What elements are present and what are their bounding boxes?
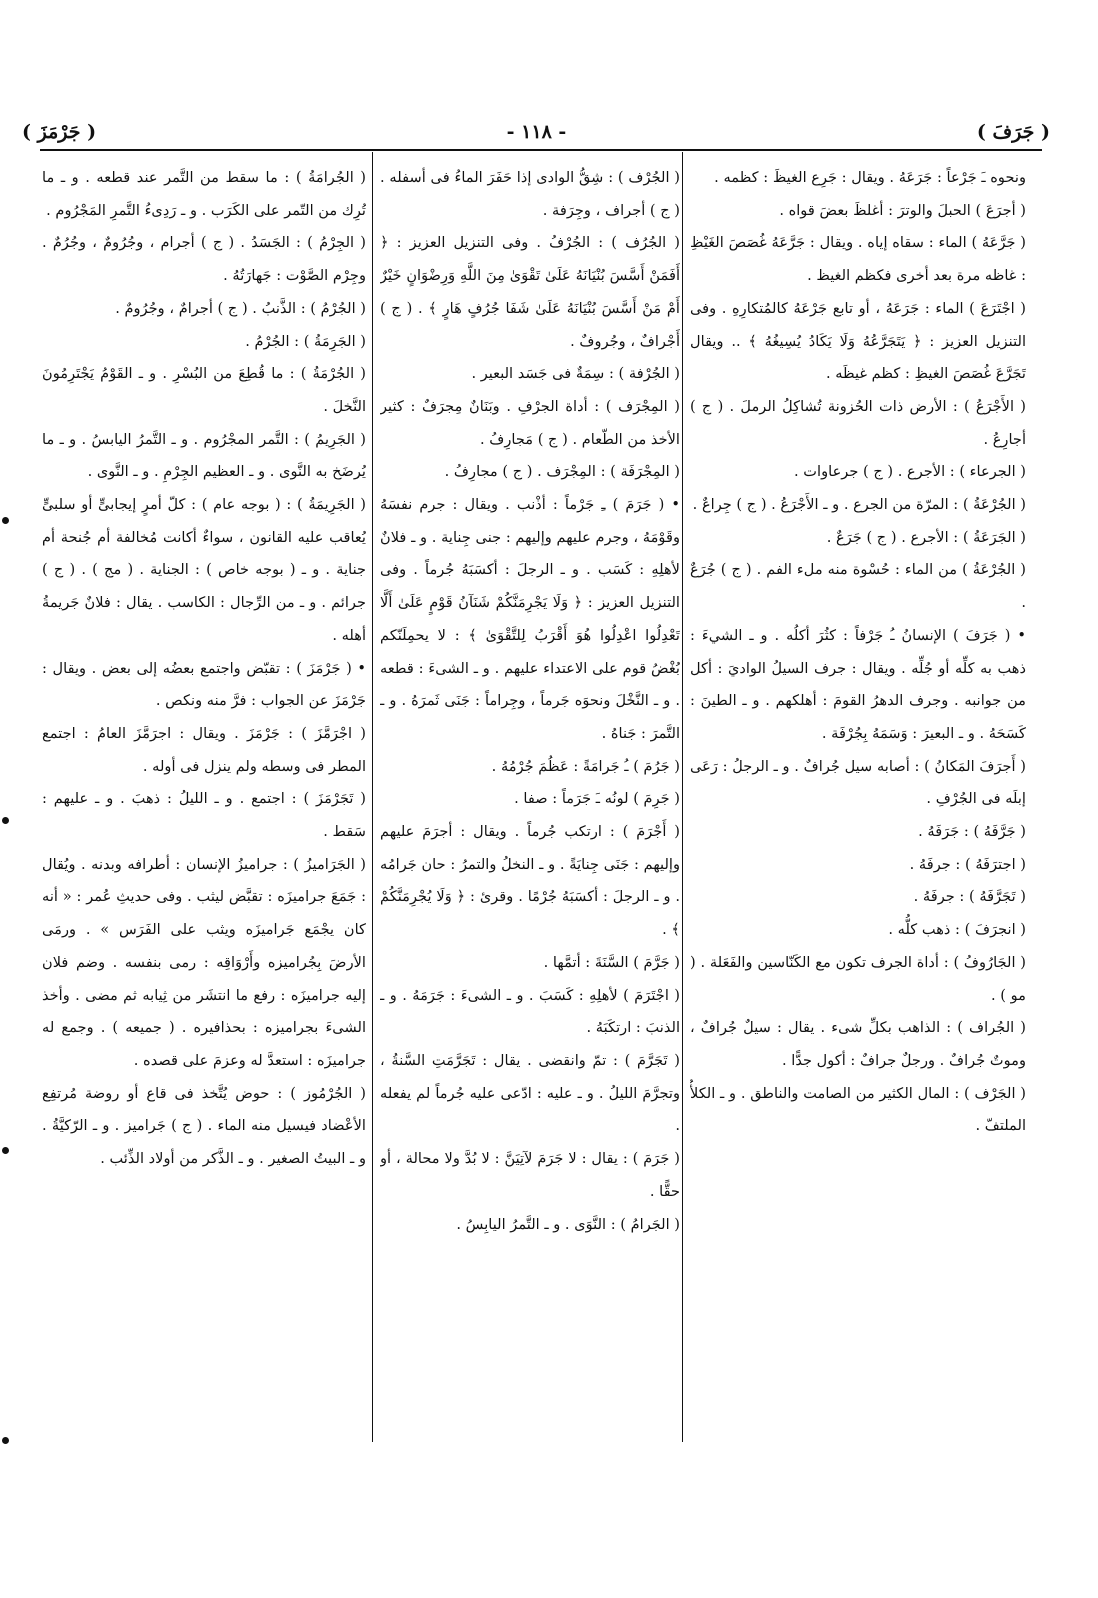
column-right	[690, 162, 1026, 1452]
dictionary-entry: ( أَجْرَمَ ) : ارتكب جُرماً . ويقال : أجرَمَ عليهم وإليهم : جَنَى جِنايَةً . و ـ النخلُ والتمرُ : حان جَرامُه . و ـ الرجلَ : أكسَبَهُ جُرْمًا . وقرئ : ﴿ وَلَا يُجْرِمَنَّكُمْ ﴾ .	[380, 823, 680, 939]
dictionary-entry: ( اجْتَرَمَ ) لأهلِهِ : كَسَبَ . و ـ الشىءَ : جَرَمَهُ . و ـ الذنبَ : ارتكَبَهُ .	[380, 986, 680, 1037]
column-middle	[380, 162, 680, 1452]
dictionary-entry: ( الجُرُف ) : الجُرْفُ . وفى التنزيل العزيز : ﴿ أَفَمَنْ أَسَّسَ بُنْيَانَهُ عَلَىٰ تَقْوَىٰ مِنَ اللَّهِ وَرِضْوَانٍ خَيْرٌ أَمْ مَنْ أَسَّسَ بُنْيَانَهُ عَلَىٰ شَفَا جُرُفٍ هَارٍ ﴾ . ( ج ) أَجْرافٌ ، وجُروفٌ .	[380, 234, 680, 350]
dictionary-entry: ( الجُرْعَةُ ) من الماء : حُسْوة منه ملء الفم . ( ج ) جُرَعٌ .	[690, 561, 1026, 612]
column-divider	[682, 152, 683, 1442]
dictionary-entry: ( جَرَّمَ ) السَّنَةَ : أتمَّها .	[543, 953, 680, 971]
dictionary-entry: ( الجُرْف ) : شِقُّ الوادى إذا حَفَرَ الماءُ فى أسفله . ( ج ) أجراف ، وجِرَفة .	[380, 169, 680, 219]
dictionary-entry: ( الجُرامَةُ ) : ما سقط من التَّمر عند قطعه . و ـ ما تُرِك من التّمر على الكَرَب . و ـ رَدِىءُ التَّمرِ المَجْرُوم .	[42, 169, 366, 219]
dictionary-entry: ( انجرَفَ ) : ذهب كلُّه .	[888, 921, 1026, 939]
dictionary-entry: ( أجرَعَ ) الحبلَ والوترَ : أغلظَ بعضَ قواه .	[779, 201, 1026, 219]
dictionary-entry: ( المِجْرَف ) : أداة الجرْفِ . وبَنَانٌ مِجرَفٌ : كثير الأخذ من الطّعام . ( ج ) مَجارِفُ .	[380, 397, 680, 448]
dictionary-entry: ( اجْرَمَّزَ ) : جَرْمَزَ . ويقال : اجرَمَّزَ العامُ : اجتمع المطر فى وسطه ولم ينزل فى أوله .	[42, 724, 366, 775]
dictionary-entry: • ( جَرَمَ ) ـِ جَرْماً : أذْنب . ويقال : جرم نفسَهُ وقَوْمَهُ ، وجرم عليهم وإليهم : جنى جِناية . و ـ فلانٌ لأهلِهِ : كَسَب . و ـ الرجلَ : أكسَبَهُ جُرماً . وفى التنزيل العزيز : ﴿ وَلَا يَجْرِمَنَّكُمْ شَنَآنُ قَوْمٍ عَلَىٰ أَلَّا تَعْدِلُوا اعْدِلُوا هُوَ أَقْرَبُ لِلتَّقْوَىٰ ﴾ : لا يحمِلَنّكم بُغْضُ قوم على الاعتداء عليهم . و ـ الشىءَ : قطعه . و ـ النَّخْلَ ونحوَه جَرماً ، وجِراماً : جَنَى ثَمرَهُ . و ـ التَّمرَ : جَناهُ .	[380, 496, 680, 742]
dictionary-entry: ( الجرعاء ) : الأجرع . ( ج ) جرعاوات .	[794, 463, 1026, 481]
dictionary-entry: ( الجَرَعَةُ ) : الأجرع . ( ج ) جَرَعٌ .	[826, 528, 1026, 546]
dictionary-entry: ( جَرَّعَهُ ) الماء : سقاه إياه . ويقال : جَرَّعَهُ غُصَصَ الغَيْظِ : غاظه مرة بعد أخرى فكظم الغيظ .	[690, 234, 1026, 285]
dictionary-entry: ( جَرَمَ ) : يقال : لا جَرَمَ لآتِيَنَّ : لا بُدَّ ولا محالة ، أو حقًّا .	[380, 1150, 680, 1200]
dictionary-entry: ( الجُراف ) : الذاهب بكلِّ شىء . يقال : سيلٌ جُرافٌ ، وموتٌ جُرافٌ . ورجلٌ جرافٌ : أكول جدًّا .	[690, 1019, 1026, 1069]
dictionary-entry: ( الأَجْرَعُ ) : الأرض ذات الحُزونة تُشاكِلُ الرملَ . ( ج ) أجارِعُ .	[690, 397, 1026, 448]
page-header	[22, 112, 1050, 152]
dictionary-entry: ( أَجرَفَ المَكانُ ) : أصابه سيل جُرافٌ . و ـ الرجلُ : رَعَى إبلَه فى الجُرْفِ .	[690, 757, 1026, 808]
scan-edge-mark	[2, 817, 9, 824]
dictionary-entry: ( الجُرْفة ) : سِمَةٌ فى جَسَد البعير .	[471, 365, 680, 383]
header-rule	[40, 149, 1042, 151]
dictionary-entry: ( الجَرِيمُ ) : التَّمر المجْرُوم . و ـ التَّمرُ اليابسُ . و ـ ما يُرضَخ به النَّوى . و ـ العظيم الجِرْمِ . و ـ النَّوى .	[42, 430, 366, 481]
dictionary-entry: ( الجَرامُ ) : النَّوَى . و ـ التَّمرُ اليابِسُ .	[456, 1215, 680, 1233]
dictionary-entry: ( الجُرْمُ ) : الذَّنبُ . ( ج ) أجرامٌ ، وجُرُومٌ .	[115, 299, 366, 317]
header-left-entry: ( جَرْمَزَ )	[22, 121, 97, 143]
dictionary-entry: ( تَجَرَّفَهُ ) : جرفَهُ .	[913, 888, 1026, 906]
dictionary-entry: • ( جَرَفَ ) الإنسانُ ـُ جَرْفاً : كثُرَ أكلُه . و ـ الشيءَ : ذهب به كلِّه أو جُلِّه . ويقال : جرف السيلُ الواديَ : أكل من جوانبه . وجرف الدهرُ القومَ : أهلكهم . و ـ الطينَ : كَسَحَهُ . و ـ البعيرَ : وَسَمَهُ بِجُرْفَة .	[690, 626, 1026, 742]
dictionary-entry: ( تَجَرَّمَ ) : تمّ وانقضى . يقال : تَجَرَّمَتِ السَّنةُ ، وتجرَّمَ الليلُ . و ـ عليه : ادّعى عليه جُرماً لم يفعله .	[380, 1051, 680, 1135]
column-divider	[372, 152, 373, 1442]
dictionary-entry: ( الجُرْمُوز ) : حوض يُتَّخذ فى قاع أو روضة مُرتفِع الأعْضاد فيسيل منه الماء . ( ج ) جَراميز . و ـ الرّكيَّةُ . و ـ البيتُ الصغير . و ـ الذَّكر من أولاد الذِّئب .	[42, 1084, 366, 1168]
scan-edge-mark	[2, 1437, 9, 1444]
dictionary-entry: ( اجْتَرَعَ ) الماء : جَرَعَهُ ، أو تابع جَرْعَهُ كالمُتكارِهِ . وفى التنزيل العزيز : ﴿ يَتَجَرَّعُهُ وَلَا يَكَادُ يُسِيغُهُ ﴾ .. ويقال تَجَرَّعَ غُصَصَ الغيظِ : كظم غيظَه .	[690, 299, 1026, 383]
dictionary-entry: ( اجترَفَهُ ) : جرفَهُ .	[909, 855, 1026, 873]
dictionary-entry: ( الجَرِيمَةُ ) : ( بوجه عام ) : كلّ أمرٍ إيجابىٍّ أو سلبىٍّ يُعاقب عليه القانون ، سواءٌ أكانت مُخالفة أم جُنحة أم جناية . و ـ ( بوجه خاص ) : الجناية . ( مج ) . ( ج ) جرائم . و ـ من الرِّجال : الكاسب . يقال : فلانٌ جَريمةُ أهله .	[42, 496, 366, 644]
dictionary-entry: ( تَجَرْمَزَ ) : اجتمع . و ـ الليلُ : ذهبَ . و ـ عليهم : سَقط .	[42, 790, 366, 841]
dictionary-entry: ( جَرَّفَهُ ) : جَرَفَهُ .	[918, 823, 1026, 841]
dictionary-entry: ( الجِرْمُ ) : الجَسَدُ . ( ج ) أجرام ، وجُرُومٌ ، وجُرُمٌ . وجِرْم الصَّوْت : جَهارَتُهُ .	[42, 234, 366, 285]
dictionary-entry: ( الجَرَاميزُ ) : جراميزُ الإنسان : أطرافه وبدنه . ويُقال : جَمَعَ جراميزَه : تقبَّض ليثب . وفى حديثِ عُمر : « أنه كان يجْمَع جَراميزَه ويثب على الفَرَس » . ورمَى الأرضَ بِجُراميزه وأَرْوَاقِه : رمى بنفسه . وضم فلان إليه جراميزَه : رفع ما انتشَر من ثِيابه ثم مضى . وأخذ الشىءَ بجراميزه : بحذافيره . ( جميعه ) . وجمع له جراميزَه : استعدَّ له وعزمَ على قصده .	[42, 855, 366, 1069]
scan-edge-mark	[2, 1147, 9, 1154]
scan-edge-mark	[2, 517, 9, 524]
dictionary-entry: ( جَرِمَ ) لونُه ـَ جَرَماً : صفا .	[514, 790, 680, 808]
dictionary-entry: ( الجَارُوفُ ) : أداة الجرف تكون مع الكَنّاسين والفَعَلة . ( مو ) .	[690, 953, 1026, 1004]
page-number: - ١١٨ -	[506, 121, 567, 143]
dictionary-entry: ( الجَرِمَةُ ) : الجُرْمُ .	[245, 332, 366, 350]
dictionary-entry: ( الجَرْف ) : المال الكثير من الصامت والناطق . و ـ الكلأُ الملتفّ .	[690, 1084, 1026, 1135]
dictionary-entry: ( المِجْرَفَة ) : المِجْرَف . ( ج ) مجارِفُ .	[444, 463, 680, 481]
column-left	[42, 162, 366, 1452]
header-right-entry: ( جَرَفَ )	[976, 121, 1050, 143]
dictionary-entry: ( الجُرْمَةُ ) : ما قُطِعَ من البُسْرِ . و ـ القَوْمُ يَجْتَرِمُونَ النَّخلَ .	[42, 365, 366, 415]
dictionary-entry: ( الجُرْعَةُ ) : المرّة من الجرع . و ـ الأَجْرَعُ . ( ج ) جِراعٌ .	[692, 496, 1026, 514]
dictionary-entry: ( جَرُمَ ) ـُ جَرامَةً : عَظُمَ جُرْمُهُ .	[491, 757, 680, 775]
dictionary-entry: ونحوه ـَ جَرْعاً : جَرَعَهُ . ويقال : جَرِع الغيظَ : كظمه .	[714, 169, 1026, 186]
dictionary-entry: • ( جَرْمَزَ ) : تقبّض واجتمع بعضُه إلى بعض . ويقال : جَرْمَزَ عن الجواب : فرَّ منه ونكص .	[42, 659, 366, 710]
